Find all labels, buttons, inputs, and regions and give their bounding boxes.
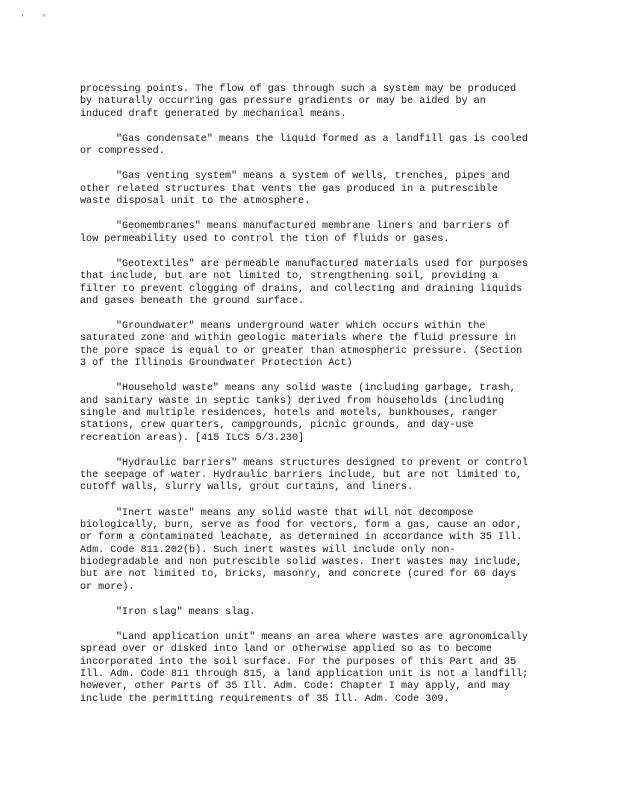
paragraph-groundwater: "Groundwater" means underground water which occurs within the saturated zone and within geologic materials where the fluid pressure in the pore space is equal to or greater than atmospheric pressure. (Section 3 of the Illinois Groundwater Protection Act) <box>80 321 523 370</box>
definitions-text <box>80 84 532 719</box>
scan-mark: ' " <box>20 14 53 23</box>
paragraph-land-application-unit: "Land application unit" means an area where wastes are agronomically spread over or disked into land or otherwise applied so as to become incorporated into the soil surface. For the purposes of this Part and 35 Ill. Adm. Code 811 through 815, a land application unit is not a landfill; however, other Parts of 35 Ill. Adm. Code: Chapter I may apply, and may include the permitting requirements of 35 Ill. Adm. Code 309. <box>80 632 529 705</box>
paragraph-processing-points: processing points. The flow of gas through such a system may be produced by naturally occurring gas pressure gradients or may be aided by an induced draft generated by mechanical means. <box>80 84 517 120</box>
paragraph-geotextiles: "Geotextiles" are permeable manufactured materials used for purposes that include, but are not limited to, strengthening soil, providing a filter to prevent clogging of drains, and collecting and draining liquids and gases beneath the ground surface. <box>80 258 528 307</box>
paragraph-iron-slag: "Iron slag" means slag. <box>116 606 256 618</box>
paragraph-gas-venting-system: "Gas venting system" means a system of wells, trenches, pipes and other related structures that vents the gas produced in a putrescible waste disposal unit to the atmosphere. <box>80 171 510 208</box>
paragraph-hydraulic-barriers: "Hydraulic barriers" means structures designed to prevent or control the seepage of water. Hydraulic barriers include, but are not limited to, cutoff walls, slurry walls, grout curtains, and liners. <box>80 457 528 494</box>
paragraph-inert-waste: "Inert waste" means any solid waste that will not decompose biologically, burn, serve as food for vectors, form a gas, cause an odor, or form a contaminated leachate, as determined in accordance with 35 Ill. Adm. Code 811.202(b). Such inert wastes will include only non-biodegradable and non putrescible solid wastes. Inert wastes may include, but are not limited to, bricks, masonry, and concrete (cured for 60 days or more). <box>80 507 523 593</box>
paragraph-gas-condensate: "Gas condensate" means the liquid formed as a landfill gas is cooled or compressed. <box>80 133 528 158</box>
paragraph-geomembranes: "Geomembranes" means manufactured membrane liners and barriers of low permeability used to control the tion of fluids or gases. <box>80 221 510 245</box>
paragraph-household-waste: "Household waste" means any solid waste (including garbage, trash, and sanitary waste in septic tanks) derived from households (including single and multiple residences, hotels and motels, bunkhouses, ranger stations, crew quarters, campgrounds, picnic grounds, and day-use recreation areas). [415 ILCS 5/3.230] <box>80 383 516 444</box>
